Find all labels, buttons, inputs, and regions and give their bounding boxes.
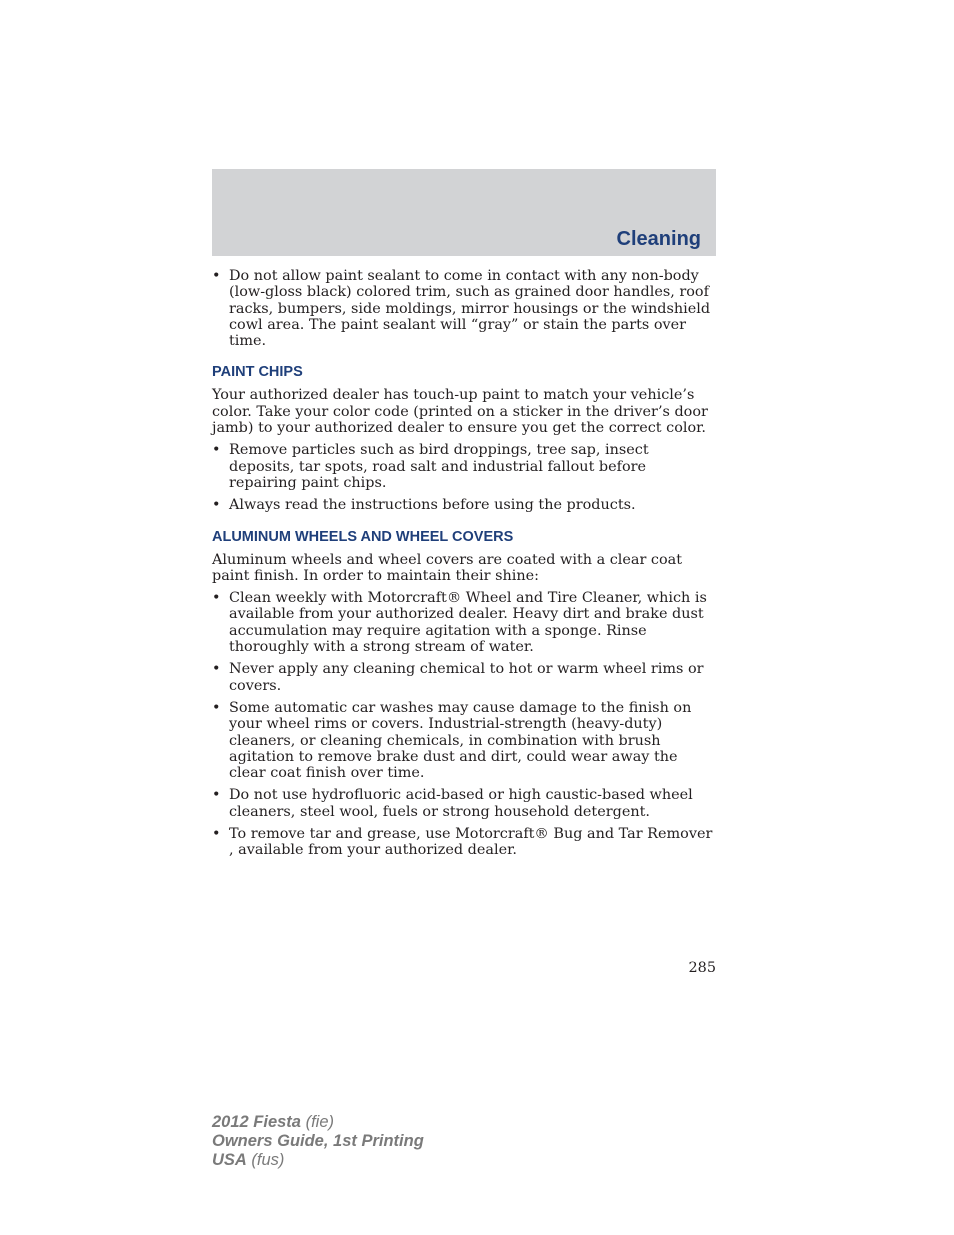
footer-line-1	[212, 1113, 424, 1132]
document-footer	[212, 1113, 424, 1170]
footer-model-code: (fie)	[300, 1113, 334, 1131]
bullet-icon: •	[212, 661, 221, 678]
bullet-item	[212, 268, 716, 349]
section-title: Cleaning	[616, 228, 701, 250]
footer-line-2: Owners Guide, 1st Printing	[212, 1132, 424, 1150]
bullet-icon: •	[212, 497, 221, 514]
heading-paint-chips: PAINT CHIPS	[212, 364, 303, 381]
bullet-item	[212, 661, 716, 694]
bullet-text: Clean weekly with Motorcraft® Wheel and Tire Cleaner, which is available from your authorized dealer. Heavy dirt and brake dust accumulation may require agitation with a sponge. Rinse thoroughly with a strong stream of water.	[229, 590, 707, 656]
footer-market-code: (fus)	[246, 1151, 285, 1169]
page-number: 285	[688, 960, 716, 976]
bullet-item	[212, 442, 716, 491]
bullet-icon: •	[212, 442, 221, 459]
bullet-item	[212, 700, 716, 781]
bullet-item	[212, 497, 716, 513]
section-header-band	[212, 169, 716, 256]
footer-market: USA	[212, 1151, 247, 1169]
paint-chips-paragraph: Your authorized dealer has touch-up paint to match your vehicle’s color. Take your color code (printed on a sticker in the driver’s door jamb) to your authorized dealer to ensure you get the correct color.	[212, 387, 708, 437]
wheels-paragraph: Aluminum wheels and wheel covers are coated with a clear coat paint finish. In order to maintain their shine:	[212, 551, 683, 584]
heading-aluminum-wheels: ALUMINUM WHEELS AND WHEEL COVERS	[212, 528, 514, 545]
bullet-icon: •	[212, 787, 221, 804]
bullet-icon: •	[212, 590, 221, 607]
bullet-text: Some automatic car washes may cause damage to the finish on your wheel rims or covers. Industrial-strength (heavy-duty) cleaners, or cleaning chemicals, in combination with brush agitation to remove brake dust and dirt, could wear away the clear coat finish over time.	[229, 699, 692, 782]
bullet-text: Always read the instructions before using the products.	[229, 497, 636, 514]
bullet-item	[212, 787, 716, 820]
bullet-text: Never apply any cleaning chemical to hot or warm wheel rims or covers.	[229, 661, 704, 694]
bullet-item	[212, 590, 716, 655]
bullet-icon: •	[212, 826, 221, 843]
bullet-text: Do not allow paint sealant to come in contact with any non-body (low-gloss black) colored trim, such as grained door handles, roof racks, bumpers, side moldings, mirror housings or the windshield cowl area. The paint sealant will “gray” or stain the parts over time.	[229, 268, 711, 350]
bullet-icon: •	[212, 268, 221, 284]
bullet-text: To remove tar and grease, use Motorcraft® Bug and Tar Remover , available from your authorized dealer.	[229, 826, 713, 859]
bullet-text: Do not use hydrofluoric acid-based or high caustic-based wheel cleaners, steel wool, fuels or strong household detergent.	[229, 787, 693, 820]
bullet-item	[212, 826, 716, 859]
bullet-icon: •	[212, 699, 221, 716]
page-content	[212, 268, 716, 865]
footer-model: 2012 Fiesta	[212, 1113, 301, 1131]
bullet-text: Remove particles such as bird droppings, tree sap, insect deposits, tar spots, road salt and industrial fallout before repairing paint chips.	[229, 442, 649, 491]
footer-line-3	[212, 1151, 424, 1170]
